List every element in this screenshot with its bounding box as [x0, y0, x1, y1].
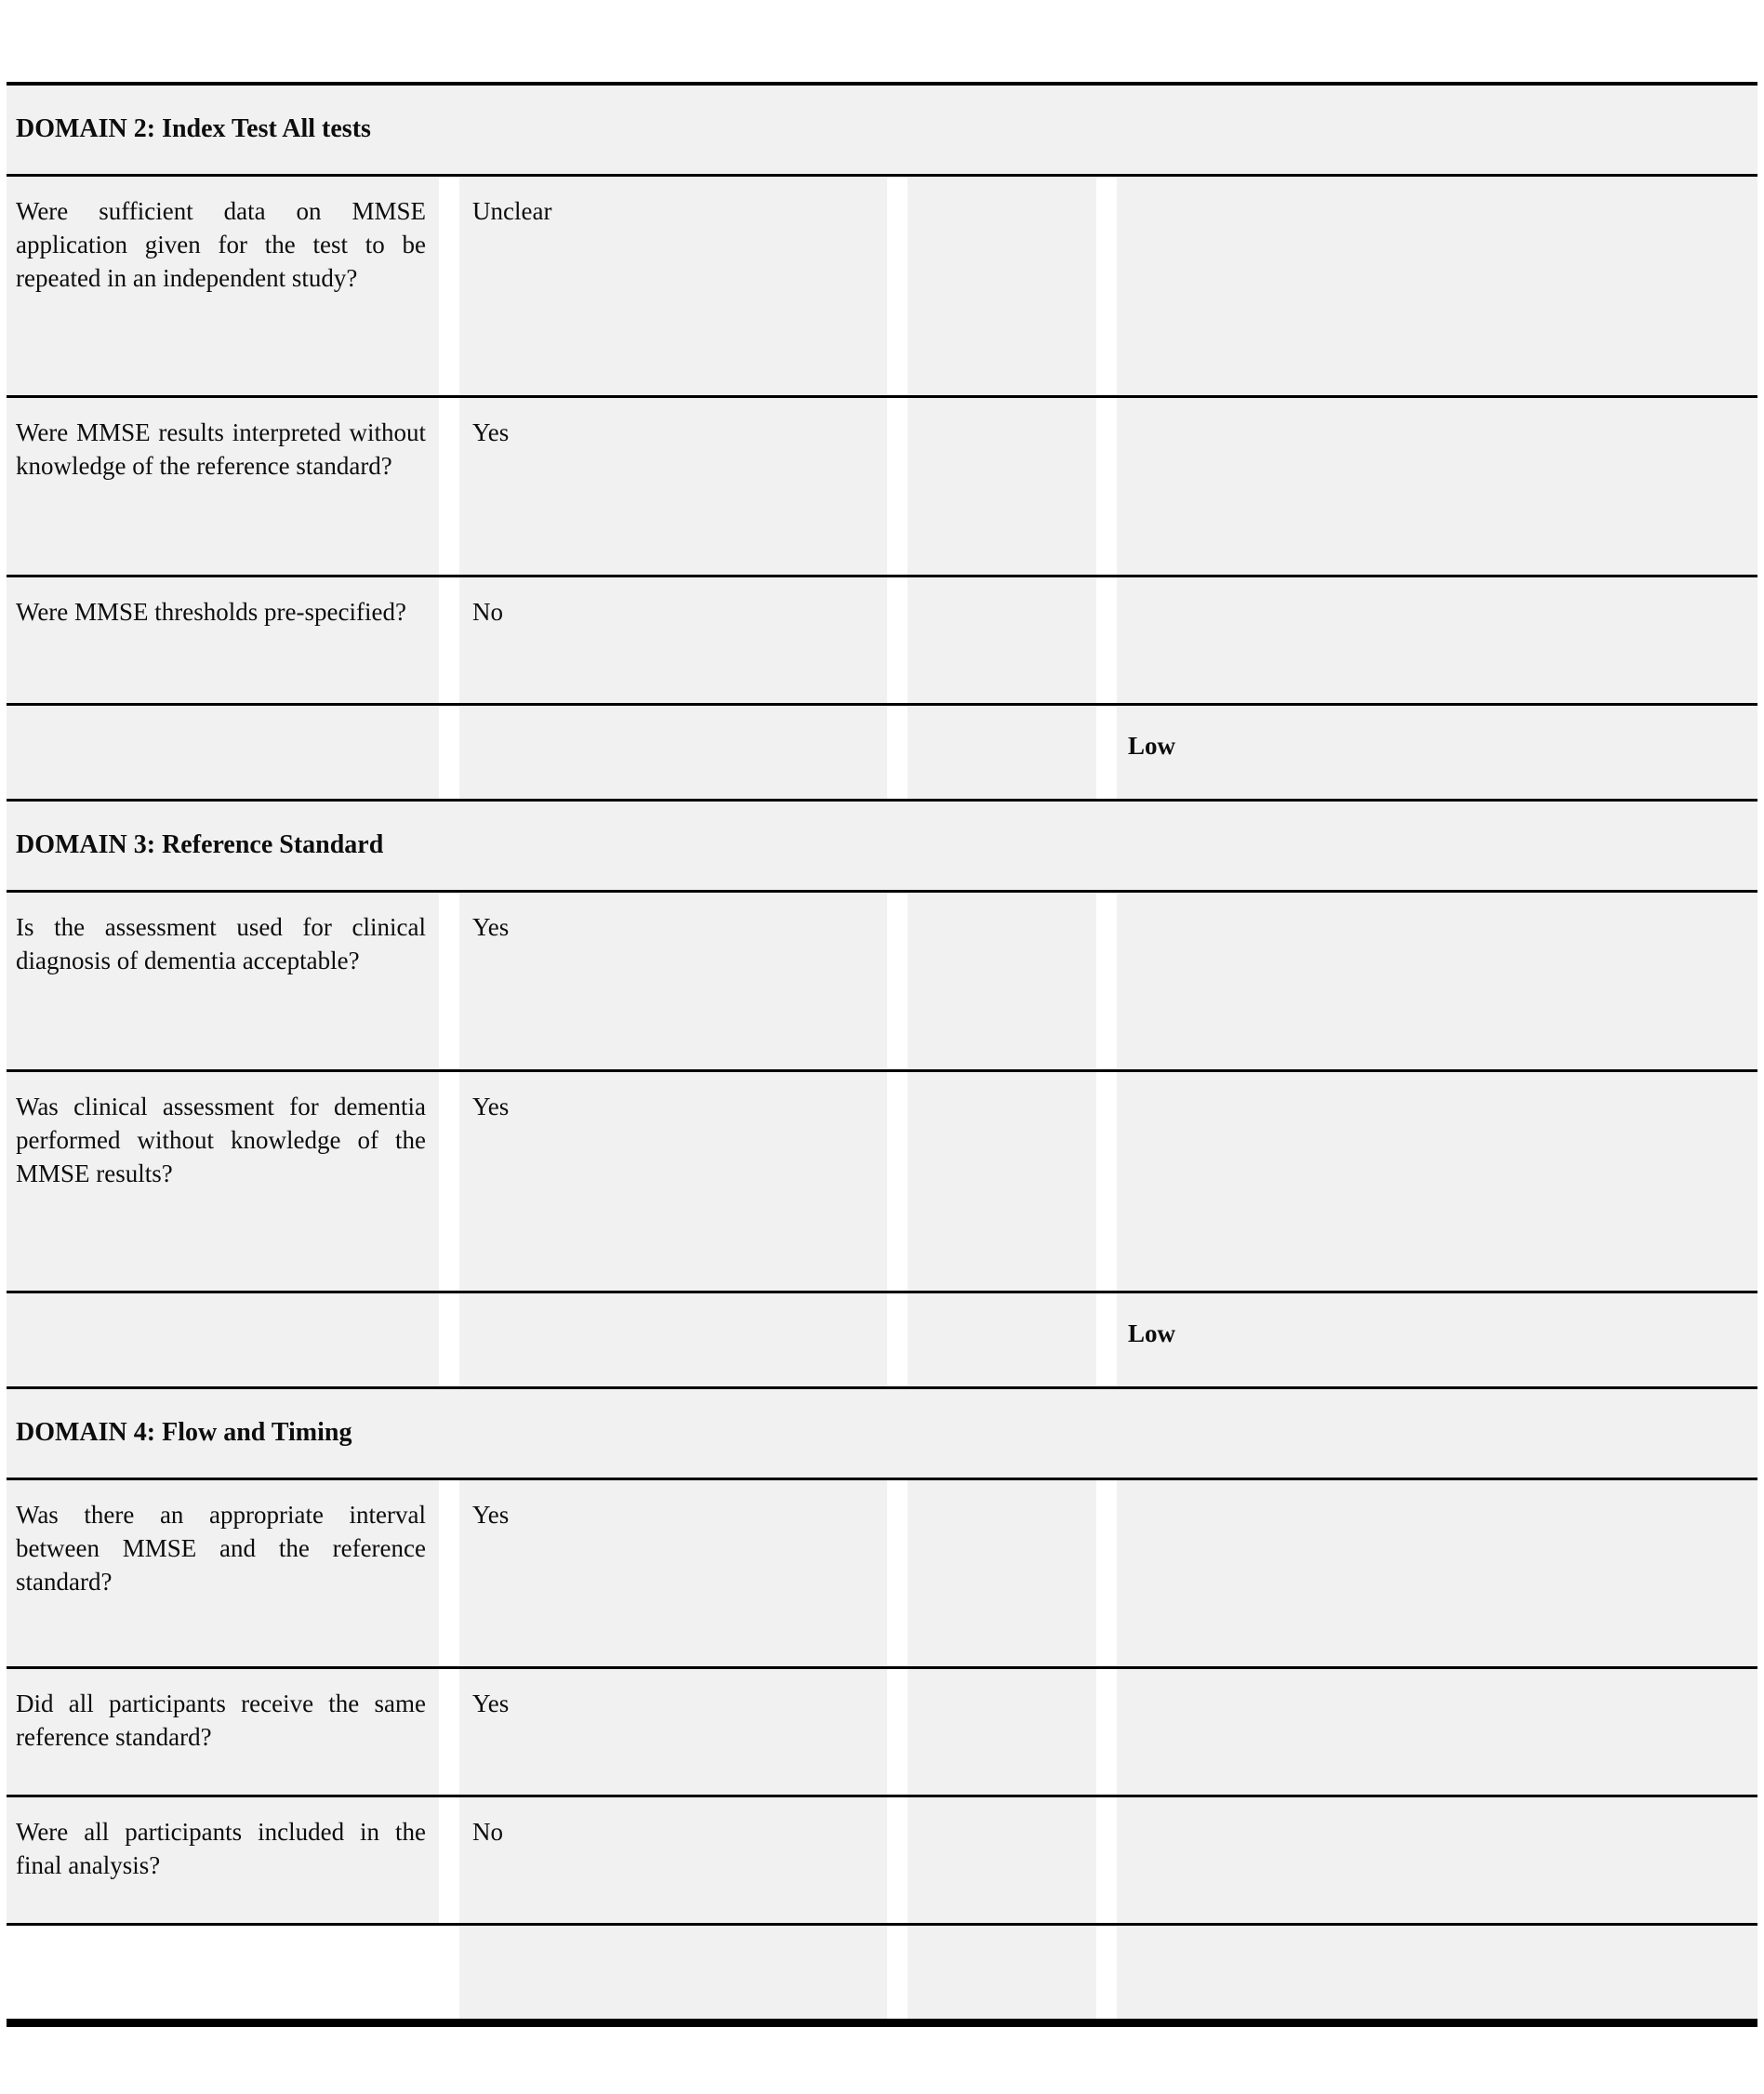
table-row	[7, 1072, 1757, 1293]
column-gap	[887, 1293, 908, 1386]
answer-cell: Unclear	[459, 177, 887, 395]
empty-cell	[459, 706, 887, 799]
column-gap	[1096, 893, 1117, 1069]
question-cell: Did all participants receive the same reference standard?	[7, 1669, 439, 1795]
question-cell: Was clinical assessment for dementia performed without knowledge of the MMSE results?	[7, 1072, 439, 1291]
risk-cell	[1117, 893, 1757, 1069]
column-gap	[887, 1072, 908, 1291]
support-cell	[908, 1480, 1096, 1666]
column-gap	[439, 177, 459, 395]
column-gap	[439, 893, 459, 1069]
column-gap	[887, 1480, 908, 1666]
column-gap	[887, 893, 908, 1069]
table-row	[7, 177, 1757, 398]
support-cell	[908, 577, 1096, 703]
answer-cell: Yes	[459, 1669, 887, 1795]
empty-cell	[908, 1926, 1096, 2019]
column-gap	[439, 1797, 459, 1923]
column-gap	[1096, 706, 1117, 799]
answer-cell: Yes	[459, 1072, 887, 1291]
table-row	[7, 398, 1757, 577]
risk-summary-row	[7, 1293, 1757, 1389]
empty-cell	[7, 1926, 439, 2019]
section-title-domain3: DOMAIN 3: Reference Standard	[7, 802, 1757, 890]
support-cell	[908, 1797, 1096, 1923]
support-cell	[908, 177, 1096, 395]
column-gap	[1096, 1072, 1117, 1291]
section-header-row	[7, 802, 1757, 893]
column-gap	[439, 1293, 459, 1386]
column-gap	[887, 1797, 908, 1923]
question-cell: Was there an appropriate interval between MMSE and the reference standard?	[7, 1480, 439, 1666]
question-cell: Were all participants included in the final analysis?	[7, 1797, 439, 1923]
column-gap	[887, 177, 908, 395]
column-gap	[1096, 1480, 1117, 1666]
column-gap	[887, 706, 908, 799]
empty-cell	[908, 1293, 1096, 1386]
table-row	[7, 1797, 1757, 1926]
empty-cell	[7, 1293, 439, 1386]
answer-cell: No	[459, 1797, 887, 1923]
support-cell	[908, 398, 1096, 575]
empty-cell	[908, 706, 1096, 799]
empty-bottom-row	[7, 1926, 1757, 2019]
column-gap	[1096, 1797, 1117, 1923]
column-gap	[1096, 177, 1117, 395]
risk-cell	[1117, 577, 1757, 703]
question-cell: Is the assessment used for clinical diagnosis of dementia acceptable?	[7, 893, 439, 1069]
risk-summary-row	[7, 706, 1757, 802]
column-gap	[439, 1669, 459, 1795]
section-header-row	[7, 1389, 1757, 1480]
column-gap	[1096, 1669, 1117, 1795]
column-gap	[887, 398, 908, 575]
risk-cell	[1117, 1669, 1757, 1795]
risk-cell	[1117, 1797, 1757, 1923]
column-gap	[439, 1926, 459, 2019]
column-gap	[1096, 398, 1117, 575]
column-gap	[439, 1480, 459, 1666]
table-row	[7, 1669, 1757, 1797]
section-header-row	[7, 86, 1757, 177]
table-row	[7, 893, 1757, 1072]
risk-level-label: Low	[1117, 706, 1757, 799]
column-gap	[1096, 577, 1117, 703]
quality-assessment-table	[7, 82, 1757, 2027]
table-row	[7, 577, 1757, 706]
risk-cell	[1117, 1480, 1757, 1666]
question-cell: Were MMSE results interpreted without knowledge of the reference standard?	[7, 398, 439, 575]
risk-cell	[1117, 1072, 1757, 1291]
column-gap	[439, 1072, 459, 1291]
answer-cell: No	[459, 577, 887, 703]
column-gap	[887, 1926, 908, 2019]
question-cell: Were MMSE thresholds pre-specified?	[7, 577, 439, 703]
empty-cell	[7, 706, 439, 799]
empty-cell	[459, 1293, 887, 1386]
column-gap	[1096, 1293, 1117, 1386]
column-gap	[439, 398, 459, 575]
answer-cell: Yes	[459, 398, 887, 575]
support-cell	[908, 893, 1096, 1069]
risk-cell	[1117, 177, 1757, 395]
table-row	[7, 1480, 1757, 1669]
answer-cell: Yes	[459, 1480, 887, 1666]
question-cell: Were sufficient data on MMSE application given for the test to be repeated in an independent study?	[7, 177, 439, 395]
section-title-domain2: DOMAIN 2: Index Test All tests	[7, 86, 1757, 174]
column-gap	[1096, 1926, 1117, 2019]
column-gap	[887, 577, 908, 703]
section-title-domain4: DOMAIN 4: Flow and Timing	[7, 1389, 1757, 1478]
answer-cell: Yes	[459, 893, 887, 1069]
column-gap	[439, 706, 459, 799]
empty-cell	[459, 1926, 887, 2019]
column-gap	[887, 1669, 908, 1795]
support-cell	[908, 1072, 1096, 1291]
risk-level-label: Low	[1117, 1293, 1757, 1386]
column-gap	[439, 577, 459, 703]
empty-cell	[1117, 1926, 1757, 2019]
support-cell	[908, 1669, 1096, 1795]
risk-cell	[1117, 398, 1757, 575]
